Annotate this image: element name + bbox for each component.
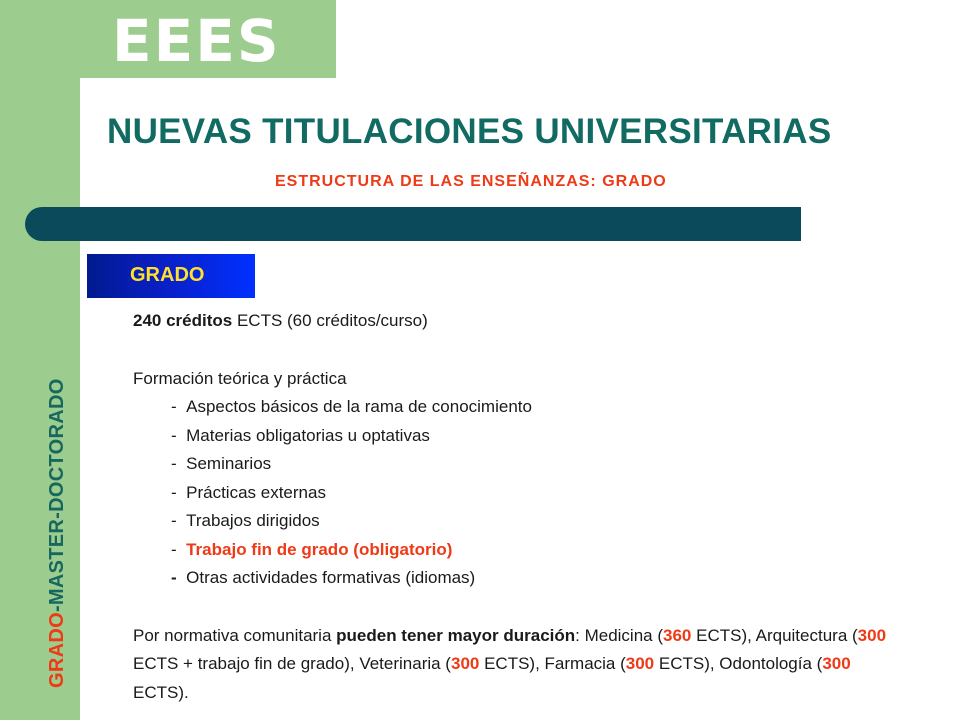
credits-bold: 240 créditos <box>133 311 233 330</box>
page-title: NUEVAS TITULACIONES UNIVERSITARIAS <box>107 112 832 151</box>
training-heading: Formación teórica y práctica <box>133 368 347 388</box>
regulation-paragraph: Por normativa comunitaria pueden tener mayor duración: Medicina (360 ECTS), Arquitectura (300 ECTS + trabajo fin de grado), Veterinaria (300 ECTS), Farmacia (300 ECTS), Odontología (300 ECTS). <box>133 625 887 702</box>
logo-text: EEES <box>112 7 281 75</box>
page-subtitle: ESTRUCTURA DE LAS ENSEÑANZAS: GRADO <box>275 173 667 190</box>
list-item: - Seminarios <box>171 454 272 473</box>
credits-rest: ECTS (60 créditos/curso) <box>232 311 428 330</box>
credits-line <box>133 307 893 336</box>
divider-bar <box>25 207 801 241</box>
list-item: - Trabajos dirigidos <box>171 511 320 530</box>
section-badge-label: GRADO <box>130 264 205 286</box>
list-item-highlight: - Trabajo fin de grado (obligatorio) <box>171 539 453 559</box>
side-label-rest: -MASTER-DOCTORADO <box>46 378 68 613</box>
side-vertical-label <box>46 378 69 688</box>
list-item: - Prácticas externas <box>171 482 326 502</box>
section-badge <box>87 254 255 298</box>
side-label-grado: GRADO <box>46 612 68 688</box>
content-body <box>133 307 893 707</box>
list-item: - Aspectos básicos de la rama de conocimiento <box>171 397 532 416</box>
list-item: - Otras actividades formativas (idiomas) <box>171 568 476 587</box>
list-item: - Materias obligatorias u optativas <box>171 425 430 445</box>
